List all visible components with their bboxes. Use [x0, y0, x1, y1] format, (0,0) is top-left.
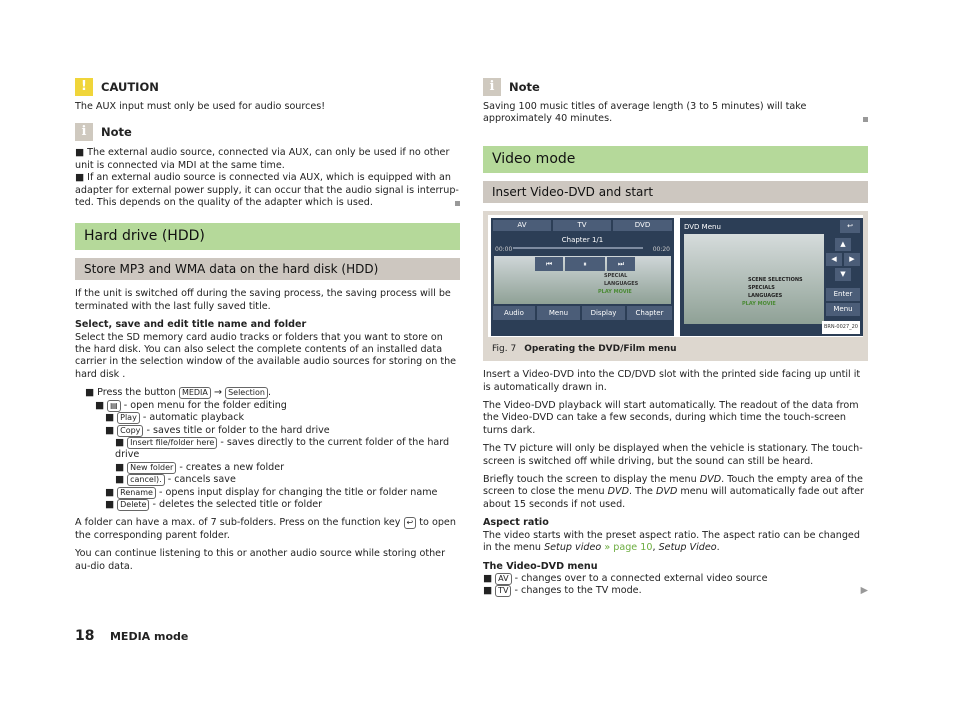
list-item: ■ New folder - creates a new folder: [115, 461, 285, 473]
paragraph: If the unit is switched off during the saving process, the saving process will be terminated with the last fully saved title.: [75, 288, 451, 312]
end-mark-icon: [455, 201, 460, 206]
paragraph-title: The Video-DVD menu: [483, 560, 598, 572]
tv-key: TV: [495, 585, 511, 597]
arrow-down-icon: ▼: [835, 268, 851, 281]
paragraph: The Video-DVD playback will start automatically. The readout of the data from the Video-DVD can take a few seconds, during which time the touch-screen turns dark.: [483, 400, 859, 436]
dvd-menu-screen: [680, 218, 863, 336]
paragraph: The TV picture will only be displayed when the vehicle is stationary. The touch-screen is switched off while driving, but the sound can still be heard.: [483, 443, 863, 467]
list-item: ■ ▤ - open menu for the folder editing: [95, 399, 287, 411]
figure-screens: [488, 215, 863, 337]
note-box-2: [483, 78, 868, 96]
figure: [483, 211, 868, 361]
folder-edit-icon: ▤: [107, 400, 121, 412]
list-item: ■ cancel). - cancels save: [115, 474, 236, 486]
caution-title: CAUTION: [101, 79, 159, 94]
paragraph: You can continue listening to this or another audio source while storing other au-dio data.: [75, 548, 446, 572]
progress-bar: [513, 247, 643, 249]
list-item: ■ Delete - deletes the selected title or folder: [105, 498, 323, 510]
image-code: BRN-0027_20: [822, 321, 860, 333]
selection-key: Selection: [225, 387, 268, 399]
warning-icon: !: [75, 78, 93, 96]
info-icon: i: [483, 78, 501, 96]
page-link[interactable]: » page 10: [604, 542, 653, 554]
paragraph: Briefly touch the screen to display the menu DVD. Touch the empty area of the screen to close the menu DVD. The DVD menu will automatically fade out after about 15 seconds if not used.: [483, 474, 864, 510]
section-heading-hdd: Hard drive (HDD): [75, 223, 460, 250]
arrow-up-icon: ▲: [835, 238, 851, 251]
audio-button: Audio: [493, 306, 535, 320]
list-item: ■ Rename - opens input display for changing the title or folder name: [105, 486, 438, 498]
time-start: 00:00: [495, 245, 513, 253]
enter-button: Enter: [826, 288, 860, 301]
list-item: ■ Play - automatic playback: [105, 412, 245, 424]
note-bullet: ■ If an external audio source is connected via AUX, which is equipped with an adapter for external power supply, it can occur that the audio signal is interrup-ted. This depends on the quality of the adapter which is used.: [75, 172, 459, 209]
menu-specials: SPECIALS: [748, 284, 775, 291]
subsection-heading: Store MP3 and WMA data on the hard disk (HDD): [75, 258, 460, 280]
figure-caption: Fig. 7 Operating the DVD/Film menu: [492, 343, 677, 354]
list-item: ■ TV - changes to the TV mode. ▶: [483, 585, 868, 597]
rename-key: Rename: [117, 487, 156, 499]
section-name: MEDIA mode: [109, 630, 189, 643]
list-item: ■ Press the button MEDIA → Selection .: [85, 387, 271, 399]
dvd-player-screen: [491, 218, 674, 336]
info-icon: i: [75, 123, 93, 141]
time-end: 00:20: [652, 245, 670, 253]
page-number: 18: [75, 628, 95, 644]
menu-languages: LANGUAGES: [604, 280, 639, 287]
section-heading-video: Video mode: [483, 146, 868, 173]
menu-scene-selections: SCENE SELECTIONS: [748, 276, 803, 283]
new-folder-key: New folder: [127, 462, 176, 474]
paragraph: The video starts with the preset aspect ratio. The aspect ratio can be changed in the menu Setup video » page 10, Setup Video.: [483, 529, 860, 554]
paragraph: A folder can have a max. of 7 sub-folders. Press on the function key ↩ to open the corresponding parent folder.: [75, 517, 456, 541]
list-item: ■ Copy - saves title or folder to the hard drive: [105, 424, 330, 436]
menu-languages: LANGUAGES: [748, 292, 783, 299]
av-key: AV: [495, 573, 511, 585]
pause-icon: ⏸: [565, 257, 605, 271]
note-box-1: [75, 123, 460, 141]
note-bullet: ■ The external audio source, connected via AUX, can only be used if no other unit is connected via MDI at the same time.: [75, 147, 450, 171]
note-title: Note: [509, 79, 540, 94]
note-title: Note: [101, 125, 132, 140]
dvd-menu-title: DVD Menu: [684, 222, 721, 231]
caution-box: [75, 78, 460, 96]
chapter-label: Chapter 1/1: [561, 235, 604, 244]
paragraph: Select the SD memory card audio tracks or folders that you want to store on the hard disk. You can also select the complete contents of an installed data carrier in the selection window of the available audio sources for storing on the hard disk .: [75, 331, 457, 380]
page-footer: [75, 630, 188, 643]
video-frame: [684, 234, 824, 324]
left-column: [75, 78, 460, 579]
media-key: MEDIA: [179, 387, 211, 399]
menu-button: Menu: [826, 303, 860, 316]
tab-dvd: DVD: [613, 220, 672, 231]
arrow-right-icon: ▶: [844, 253, 860, 266]
continue-arrow-icon: ▶: [860, 585, 868, 597]
menu-play-movie: PLAY MOVIE: [598, 288, 632, 295]
list-item: ■ Insert file/folder here - saves directly to the current folder of the hard drive: [115, 436, 450, 461]
insert-key: Insert file/folder here: [127, 437, 217, 449]
display-button: Display: [582, 306, 625, 320]
copy-key: Copy: [117, 425, 143, 437]
right-column: [483, 78, 868, 598]
menu-play-movie: PLAY MOVIE: [742, 300, 776, 307]
back-folder-icon: ↩: [404, 517, 417, 529]
note-text: Saving 100 music titles of average length (3 to 5 minutes) will take approximately 40 minutes.: [483, 101, 868, 126]
end-mark-icon: [863, 117, 868, 122]
caution-text: The AUX input must only be used for audio sources!: [75, 101, 326, 112]
paragraph-title: Select, save and edit title name and folder: [75, 319, 307, 331]
tab-av: AV: [493, 220, 551, 231]
play-key: Play: [117, 412, 140, 424]
tab-tv: TV: [553, 220, 611, 231]
delete-key: Delete: [117, 499, 149, 511]
menu-special: SPECIAL: [604, 272, 628, 279]
list-item: ■ AV - changes over to a connected external video source: [483, 572, 768, 584]
subsection-heading: Insert Video-DVD and start: [483, 181, 868, 203]
arrow-left-icon: ◀: [826, 253, 842, 266]
paragraph-title: Aspect ratio: [483, 517, 549, 529]
cancel-key: cancel).: [127, 474, 165, 486]
paragraph: Insert a Video-DVD into the CD/DVD slot with the printed side facing up until it is automatically drawn in.: [483, 369, 861, 393]
back-icon: ↩: [840, 220, 860, 233]
chapter-button: Chapter: [627, 306, 672, 320]
previous-icon: ⏮: [535, 257, 563, 271]
menu-button: Menu: [537, 306, 580, 320]
next-icon: ⏭: [607, 257, 635, 271]
